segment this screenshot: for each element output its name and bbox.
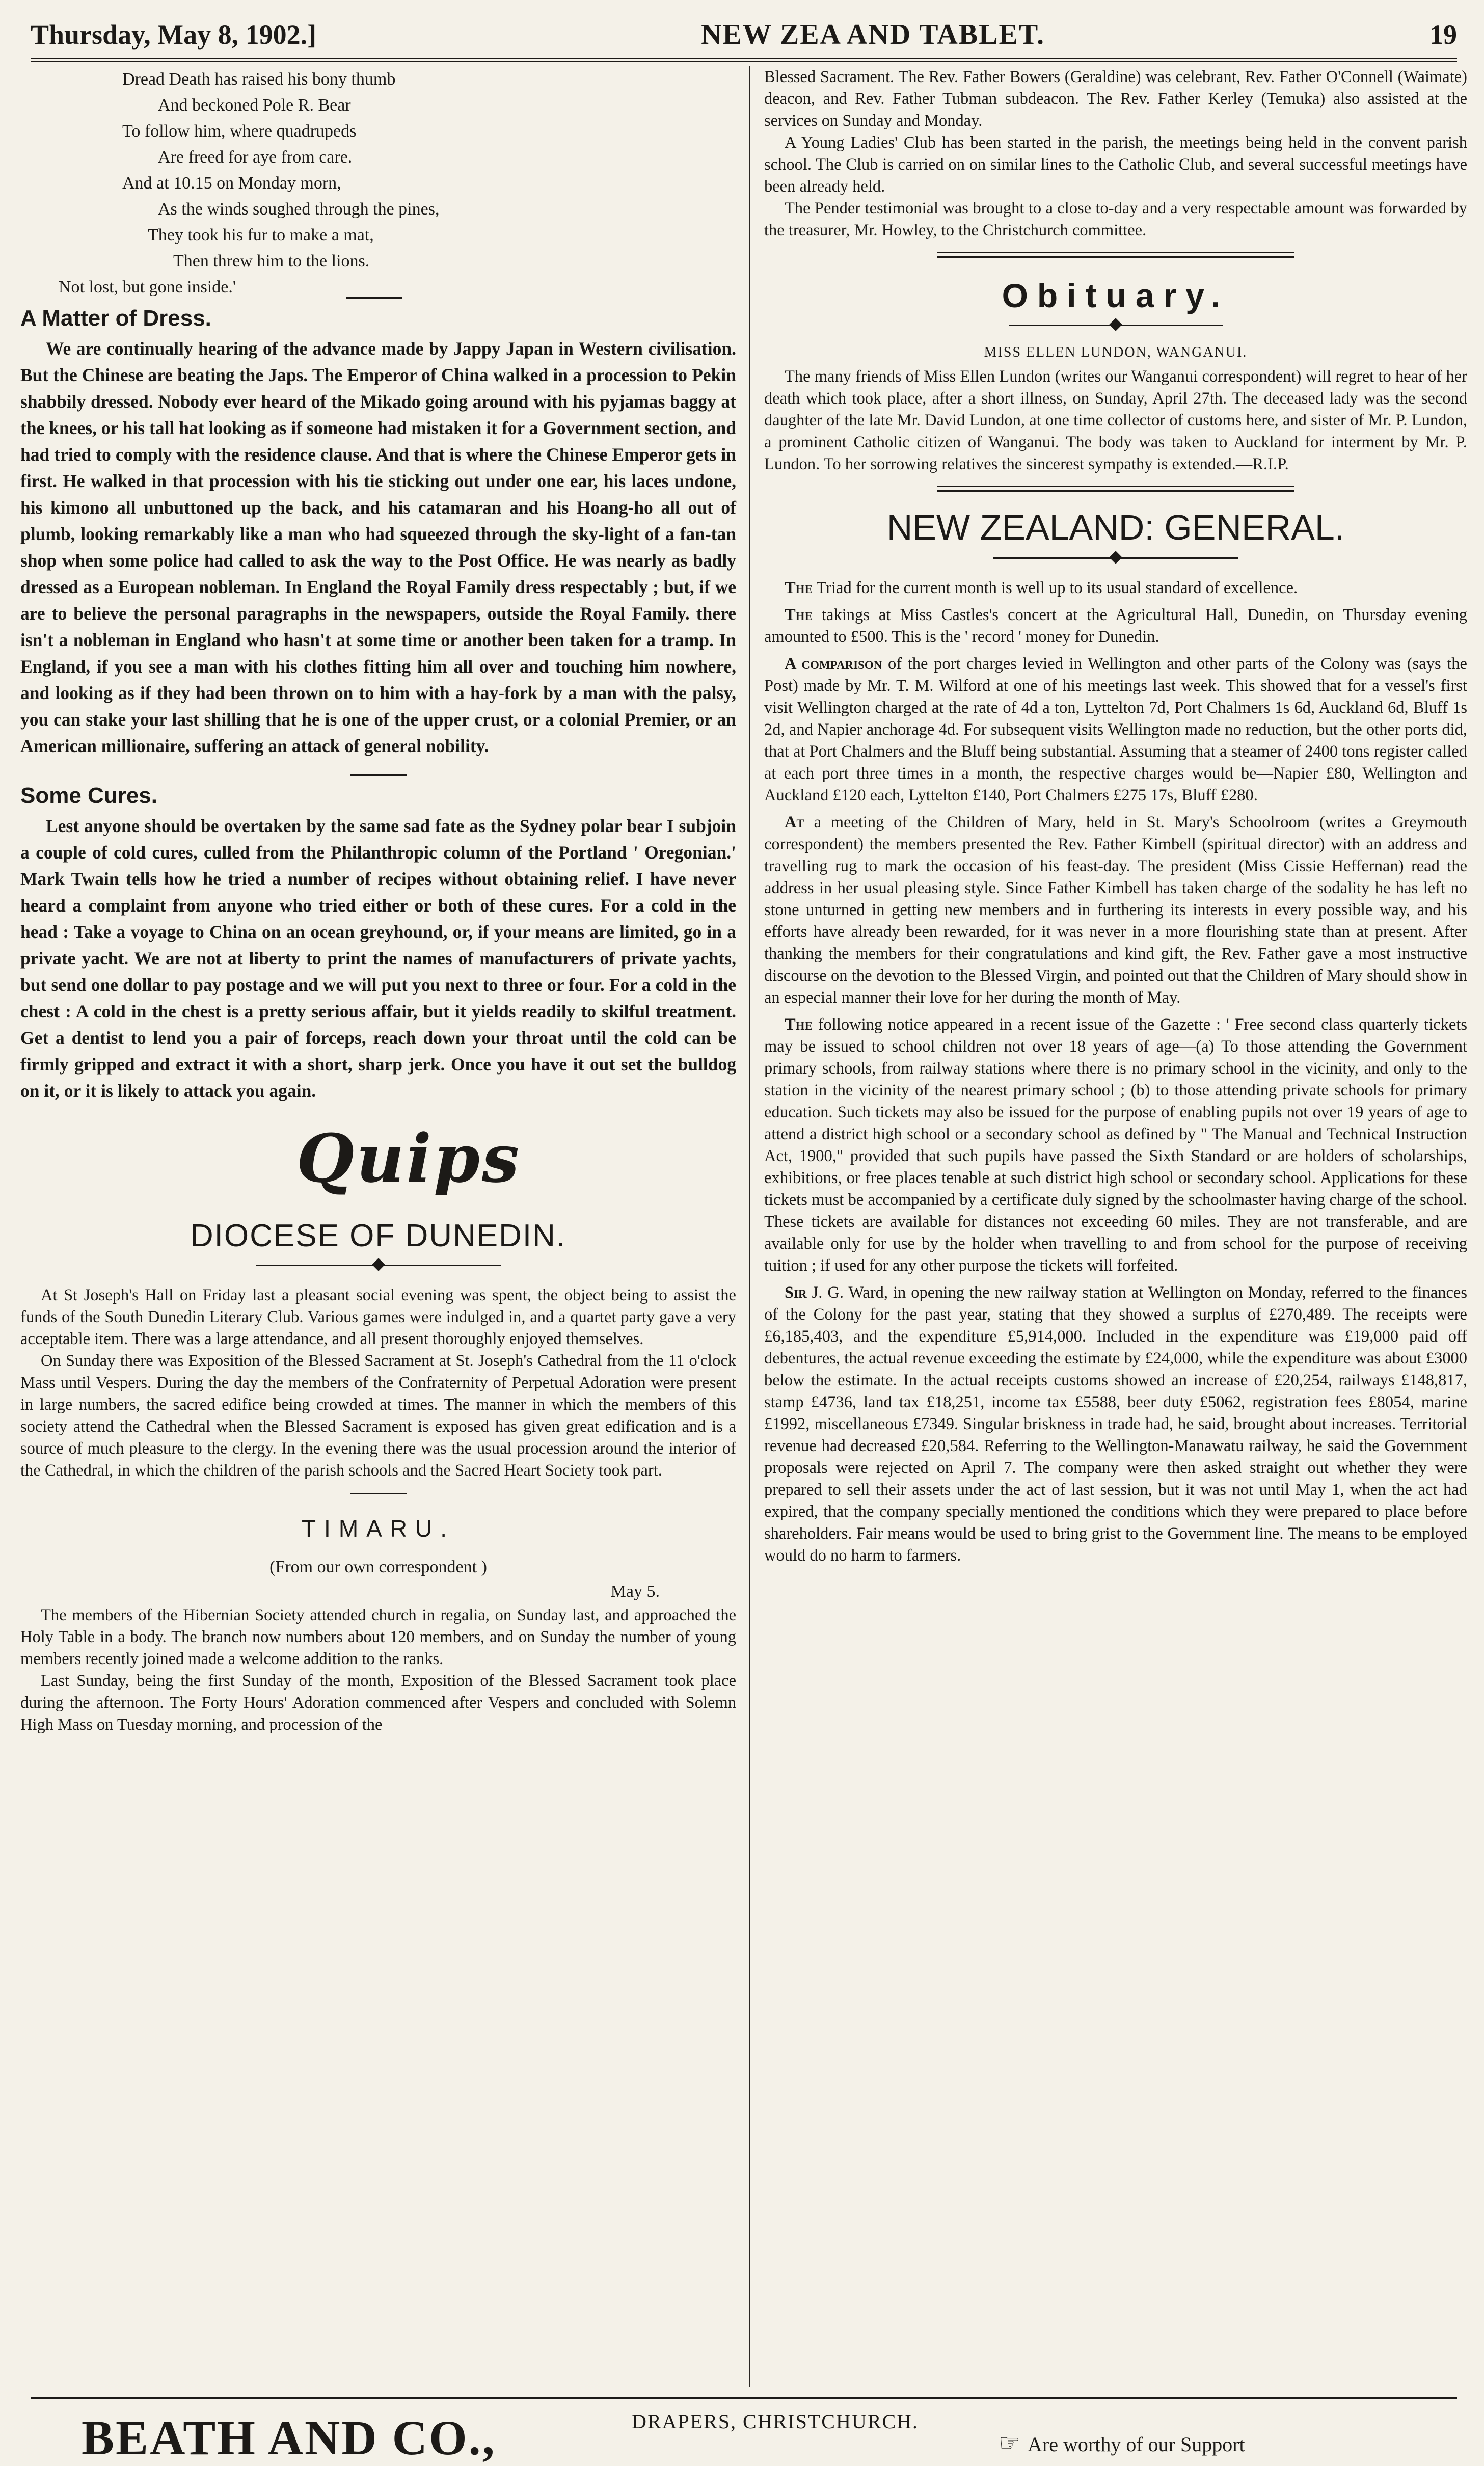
pointing-hand-icon: ☞ [999, 2430, 1021, 2457]
paragraph: The members of the Hibernian Society attended church in regalia, on Sunday last, and approached the Holy Table in a body. The branch now numbers about 120 members, and on Sunday the number of young members recently joined made a welcome addition to the ranks. [20, 1606, 736, 1668]
timaru-body [20, 1604, 736, 1736]
poem-line: Then threw him to the lions. [173, 252, 370, 271]
section-divider [350, 774, 407, 776]
item-lead: At [785, 813, 804, 832]
paragraph: A Young Ladies' Club has been started in the parish, the meetings being held in the convent parish school. The Club is carried on on similar lines to the Catholic Club, and several successful meetings have been already held. [764, 133, 1467, 196]
item-lead: The [785, 1015, 813, 1034]
item-lead: The [785, 606, 813, 624]
left-column [20, 66, 736, 1736]
masthead-title: NEW ZEA AND TABLET. [701, 18, 1045, 50]
paragraph: On Sunday there was Exposition of the Blessed Sacrament at St. Joseph's Cathedral from the 11 o'clock Mass until Vespers. During the day the members of the Confraternity of Perpetual Adoration were present in large numbers, the sacred edifice being crowded at times. The manner in which the members of this society attend the Cathedral when the Blessed Sacrament is exposed has given great edification and is a source of much pleasure to the clergy. In the evening there was the usual procession around the interior of the Cathedral, in which the children of the parish schools and the Sacred Heart Society took part. [20, 1352, 736, 1480]
issue-date: Thursday, May 8, 1902.] [31, 19, 317, 50]
advertiser-name: BEATH AND CO., [82, 2410, 496, 2465]
ornament-rule [1009, 319, 1223, 331]
signature-quips: Quips [296, 1119, 522, 1197]
right-column [764, 66, 1467, 1567]
news-item [764, 604, 1467, 648]
poem [20, 66, 736, 300]
news-item [764, 577, 1467, 599]
paragraph: Last Sunday, being the first Sunday of the month, Exposition of the Blessed Sacrament took place during the afternoon. The Forty Hours' Adoration commenced after Vespers and concluded with Solemn High Mass on Tuesday morning, and procession of the [20, 1672, 736, 1734]
advertiser-tagline-wrap [999, 2429, 1245, 2457]
poem-line: Not lost, but gone inside.' [59, 278, 236, 297]
poem-line: Are freed for aye from care. [158, 148, 353, 167]
advertiser-subtitle: DRAPERS, CHRISTCHURCH. [632, 2410, 919, 2433]
section-heading-dress: A Matter of Dress. [20, 306, 211, 331]
obituary-body: The many friends of Miss Ellen Lundon (writes our Wanganui correspondent) will regret to hear of her death which took place, after a short illness, on Sunday, April 27th. The deceased lady was the second daughter of the late Mr. David Lundon, at one time collector of customs here, and sister of Mr. P. Lundon, a prominent Catholic citizen of Wanganui. The body was taken to Auckland for interment by Mr. P. Lundon. To her sorrowing relatives the sincerest sympathy is extended.—R.I.P. [764, 367, 1467, 473]
item-text: Triad for the current month is well up to its usual standard of excellence. [816, 579, 1298, 597]
poem-line: And beckoned Pole R. Bear [158, 96, 351, 115]
article-body-dress: We are continually hearing of the advance made by Jappy Japan in Western civilisation. But the Chinese are beating the Japs. The Emperor of China walked in a procession to Pekin shabbily dressed. Nobody ever heard of the Mikado going around with his pyjamas baggy at the knees, or his tall hat looking as if someone had mistaken it for a Government section, and had tried to comply with the residence clause. And that is where the Chinese Emperor gets in first. He walked in that procession with his tie sticking out under one ear, his laces undone, his kimono all unbuttoned up the back, and his catamaran and his Hoang-ho all out of plumb, looking remarkably like a man who had squeezed through the sky-light of a fan-tan shop when some police had called to ask the way to the Post Office. He was nearly as badly dressed as a European nobleman. In England the Royal Family dress respectably ; but, if we are to believe the personal paragraphs in the newspapers, outside the Royal Family. there isn't a nobleman in England who hasn't at some time or another been taken for a tramp. In England, if you see a man with his clothes fitting him all over and touching him nowhere, and looking as if they had been thrown on to him with a hay-fork by a man with the palsy, you can stake your last shilling that he is one of the upper crust, or a colonial Premier, or an American millionaire, suffering an attack of general nobility. [20, 338, 736, 756]
item-text: of the port charges levied in Wellington and other parts of the Colony was (says the Post) made by Mr. T. M. Wilford at one of his meetings last week. This showed that for a vessel's first visit Wellington charged at the rate of 4d a ton, Lyttelton 7d, Port Chalmers 1s 6d, Auckland 6d, Bluff 1s 2d, and Napier anchorage 4d. For subsequent visits Wellington made no reduction, but the other ports did, that at Port Chalmers and the Bluff being substantial. Assuming that a steamer of 2400 tons register called at each port three times in a month, the respective charges would be—Napier £80, Wellington and Auckland £120 each, Lyttelton £140, Port Chalmers £275 17s, Bluff £280. [764, 655, 1467, 805]
poem-line: They took his fur to make a mat, [148, 226, 374, 245]
item-lead: Sir [785, 1283, 807, 1302]
column-divider [749, 66, 750, 2387]
item-lead: The [785, 579, 813, 597]
poem-line: As the winds soughed through the pines, [158, 200, 440, 219]
news-item [764, 1282, 1467, 1567]
news-item [764, 653, 1467, 807]
poem-line: And at 10.15 on Monday morn, [122, 174, 341, 193]
page-number: 19 [1429, 19, 1457, 50]
diocese-body [20, 1284, 736, 1482]
obituary-subtitle: MISS ELLEN LUNDON, WANGANUI. [984, 344, 1248, 360]
poem-line: Dread Death has raised his bony thumb [122, 70, 396, 89]
ornament-rule [993, 552, 1238, 564]
advertiser-tagline: Are worthy of our Support [1028, 2433, 1245, 2456]
item-text: takings at Miss Castles's concert at the Agricultural Hall, Dunedin, on Thursday evening amounted to £500. This is the ' record ' money for Dunedin. [764, 606, 1468, 646]
news-item [764, 812, 1467, 1009]
item-text: J. G. Ward, in opening the new railway station at Wellington on Monday, referred to the finances of the Colony for the past year, stating that they showed a surplus of £270,489. The receipts were £6,185,403, and the expenditure £5,914,000. Included in the expenditure was £19,000 paid off debentures, the actual revenue exceeding the estimate by £24,000, while the expenditure was about £3000 below the estimate. In the actual receipts customs showed an increase of £20,254, railways £148,817, stamp £4736, land tax £18,251, income tax £5588, beer duty £5062, registration fees £8054, marine £1992, miscellaneous £7349. Singular briskness in trade had, he said, brought about increases. Territorial revenue had decreased £20,584. Referring to the Wellington-Manawatu railway, he said the Government proposals were rejected on April 7. The company were then asked straight out whether they were prepared to sell their assets under the act of last session, but it was not until May 1, when the act had expired, that the company specially mentioned the conditions which they were prepared to place before shareholders. Fair means would be used to bring grist to the Government line. The means to be employed would do no harm to farmers. [764, 1283, 1468, 1565]
byline: (From our own correspondent ) [269, 1558, 487, 1576]
item-lead: A comparison [785, 655, 882, 673]
article-body-cures: Lest anyone should be overtaken by the same sad fate as the Sydney polar bear I subjoin a couple of cold cures, culled from the Philanthropic column of the Portland ' Oregonian.' Mark Twain tells how he tried a number of recipes without obtaining relief. I have never heard a complaint from anyone who tried either or both of these cures. For a cold in the head : Take a voyage to China on an ocean greyhound, or, if your means are limited, go in a private yacht. We are not at liberty to print the names of manufacturers of private yachts, but send one dollar to pay postage and we will put you next to three or four. For a cold in the chest : A cold in the chest is a pretty serious affair, but it yields readily to skilful treatment. Get a dentist to lend you a pair of forceps, reach down your throat until the cold can be firmly gripped and extract it with a short, sharp jerk. Once you have it out set the bulldog on it, or it is likely to attack you again. [20, 816, 736, 1101]
advertisement-footer [31, 2397, 1457, 2465]
news-item [764, 1014, 1467, 1277]
section-title-nz-general: NEW ZEALAND: GENERAL. [886, 507, 1345, 547]
paragraph: The Pender testimonial was brought to a close to-day and a very respectable amount was forwarded by the treasurer, Mr. Howley, to the Christchurch committee. [764, 199, 1467, 239]
timaru-continued [764, 66, 1467, 242]
ornament-rule [256, 1259, 501, 1271]
paragraph: Blessed Sacrament. The Rev. Father Bowers (Geraldine) was celebrant, Rev. Father O'Connell (Waimate) deacon, and Rev. Father Tubman subdeacon. The Rev. Father Kerley (Temuka) also assisted at the services on Sunday and Monday. [764, 68, 1467, 130]
poem-line: To follow him, where quadrupeds [122, 122, 357, 141]
nz-general-body [764, 577, 1467, 1567]
section-heading-cures: Some Cures. [20, 783, 157, 808]
section-divider [346, 297, 402, 299]
item-text: a meeting of the Children of Mary, held in St. Mary's Schoolroom (writes a Greymouth correspondent) the members presented the Rev. Father Kimbell (spiritual director) with an address and travelling rug to mark the occasion of his feast-day. The president (Miss Cissie Heffernan) read the address in her usual pleasing style. Since Father Kimbell has taken charge of the sodality he has left no stone unturned in getting new members and in furthering its interests in every possible way, and his efforts have already been rewarded, for it was never in a more flourishing state than at present. After thanking the members for their congratulations and kind gift, the Rev. Father gave a most instructive discourse on the devotion to the Blessed Virgin, and pointed out that the Children of Mary should show in an especial manner their love for her during the month of May. [764, 813, 1467, 1007]
item-text: following notice appeared in a recent issue of the Gazette : ' Free second class quarterly tickets may be issued to school children not over 18 years of age—(a) To those attending the Government primary schools, from railway stations where there is no primary school in the vicinity, and only to the station in the vicinity of the nearest primary school ; (b) to those attending private schools for primary education. Such tickets may also be issued for the purpose of enabling pupils not over 19 years of age to attend a district high school or a secondary school as defined by " The Manual and Technical Instruction Act, 1900," provided that such pupils have passed the Sixth Standard or are holders of scholarships, exhibitions, or free places tenable at such district high school or secondary school. Applications for these tickets must be accompanied by a certificate duly signed by the schoolmaster having charge of the school. These tickets are available for distances not exceeding 60 miles. They are not transferable, and are available only for use by the holder when travelling to and from school for the purpose of receiving tuition ; if used for any other purpose the tickets will forfeited. [764, 1015, 1467, 1275]
paragraph: At St Joseph's Hall on Friday last a pleasant social evening was spent, the object being to assist the funds of the South Dunedin Literary Club. Various games were indulged in, and a quartet party gave a very acceptable item. There was a large attendance, and all present thoroughly enjoyed themselves. [20, 1286, 736, 1348]
page-header [31, 11, 1457, 62]
section-double-rule [937, 486, 1294, 492]
section-double-rule [937, 252, 1294, 258]
section-title-diocese: DIOCESE OF DUNEDIN. [190, 1218, 566, 1253]
dateline: May 5. [610, 1582, 660, 1601]
section-title-obituary: Obituary. [1002, 277, 1230, 314]
obituary-body-wrap [764, 366, 1467, 475]
section-divider [350, 1493, 407, 1494]
section-title-timaru: TIMARU. [301, 1515, 455, 1542]
